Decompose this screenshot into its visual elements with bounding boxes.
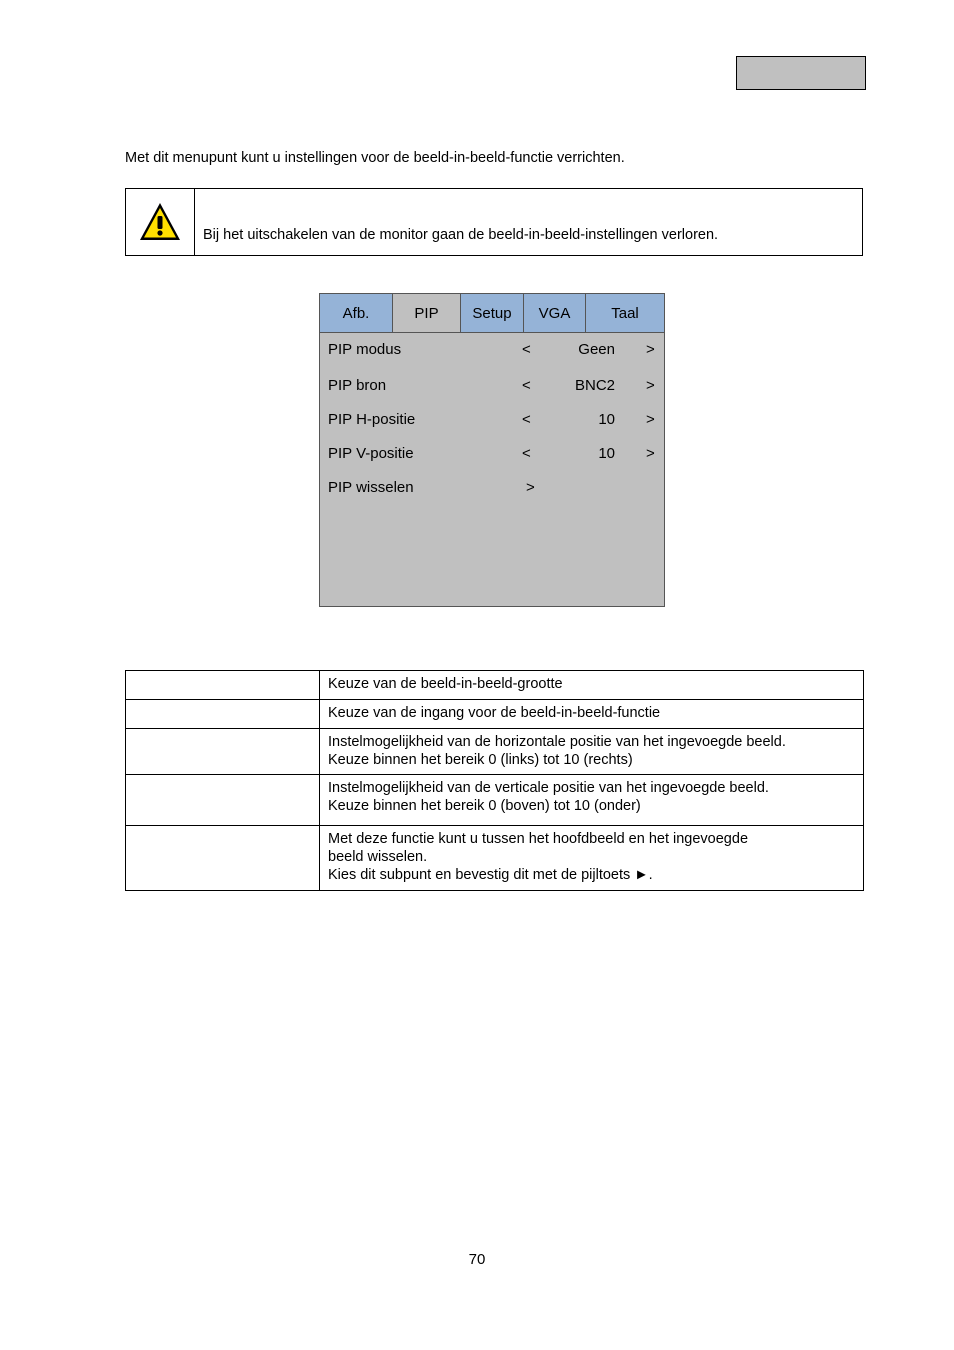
table-cell-description <box>320 671 864 700</box>
menu-row-value: 10 <box>598 445 615 462</box>
menu-row-value: Geen <box>578 341 615 358</box>
warning-text: Bij het uitschakelen van de monitor gaan de beeld-in-beeld-instellingen verloren. <box>203 227 719 243</box>
pip-menu-screenshot <box>319 293 665 607</box>
increase-arrow[interactable]: > <box>646 341 655 358</box>
increase-arrow[interactable]: > <box>646 445 655 462</box>
description-line: Keuze binnen het bereik 0 (links) tot 10 (rechts) <box>328 752 633 768</box>
warning-triangle-icon <box>138 201 182 243</box>
tab-vga[interactable]: VGA <box>524 294 586 332</box>
tab-setup[interactable]: Setup <box>461 294 524 332</box>
description-line: Keuze van de beeld-in-beeld-grootte <box>328 676 563 692</box>
table-cell-name <box>126 775 320 826</box>
menu-row-label: PIP bron <box>328 377 387 394</box>
menu-row-label: PIP V-positie <box>328 445 414 462</box>
decrease-arrow[interactable]: < <box>522 411 531 428</box>
menu-row-value: 10 <box>598 411 615 428</box>
table-row <box>126 775 864 826</box>
description-line: Keuze binnen het bereik 0 (boven) tot 10 (onder) <box>328 798 641 814</box>
table-cell-name <box>126 671 320 700</box>
tab-pip[interactable]: PIP <box>393 294 461 332</box>
page-number: 70 <box>468 1251 486 1268</box>
increase-arrow[interactable]: > <box>646 411 655 428</box>
menu-row-pip-v-positie[interactable] <box>320 445 664 465</box>
menu-row-label: PIP modus <box>328 341 402 358</box>
description-line: Kies dit subpunt en bevestig dit met de pijltoets ►. <box>328 867 653 883</box>
description-line: beeld wisselen. <box>328 849 428 865</box>
decrease-arrow[interactable]: < <box>522 377 531 394</box>
menu-row-pip-modus[interactable] <box>320 341 664 361</box>
description-line: Keuze van de ingang voor de beeld-in-beeld-functie <box>328 705 661 721</box>
header-language-box <box>736 56 866 90</box>
table-row <box>126 729 864 775</box>
intro-text: Met dit menupunt kunt u instellingen voor de beeld-in-beeld-functie verrichten. <box>125 150 625 166</box>
table-cell-description <box>320 700 864 729</box>
table-cell-description <box>320 775 864 826</box>
decrease-arrow[interactable]: < <box>522 341 531 358</box>
menu-tabs <box>320 294 664 333</box>
description-line: Met deze functie kunt u tussen het hoofdbeeld en het ingevoegde <box>328 831 749 847</box>
description-table <box>125 670 864 891</box>
menu-row-value: BNC2 <box>574 377 615 394</box>
menu-row-label: PIP H-positie <box>328 411 416 428</box>
menu-row-pip-bron[interactable] <box>320 377 664 397</box>
table-cell-description <box>320 729 864 775</box>
warning-box <box>125 188 863 256</box>
increase-arrow[interactable]: > <box>646 377 655 394</box>
menu-row-pip-h-positie[interactable] <box>320 411 664 431</box>
warning-icon-cell <box>126 189 195 255</box>
menu-row-label: PIP wisselen <box>328 479 414 496</box>
table-row <box>126 671 864 700</box>
table-cell-description <box>320 826 864 891</box>
decrease-arrow[interactable]: < <box>522 445 531 462</box>
description-line: Instelmogelijkheid van de horizontale positie van het ingevoegde beeld. <box>328 734 786 750</box>
table-cell-name <box>126 826 320 891</box>
table-cell-name <box>126 729 320 775</box>
menu-row-pip-wisselen[interactable] <box>320 479 664 499</box>
description-line: Instelmogelijkheid van de verticale positie van het ingevoegde beeld. <box>328 780 769 796</box>
table-row <box>126 826 864 891</box>
table-cell-name <box>126 700 320 729</box>
tab-taal[interactable]: Taal <box>586 294 664 332</box>
table-row <box>126 700 864 729</box>
enter-arrow[interactable]: > <box>526 479 535 496</box>
tab-afb[interactable]: Afb. <box>320 294 393 332</box>
